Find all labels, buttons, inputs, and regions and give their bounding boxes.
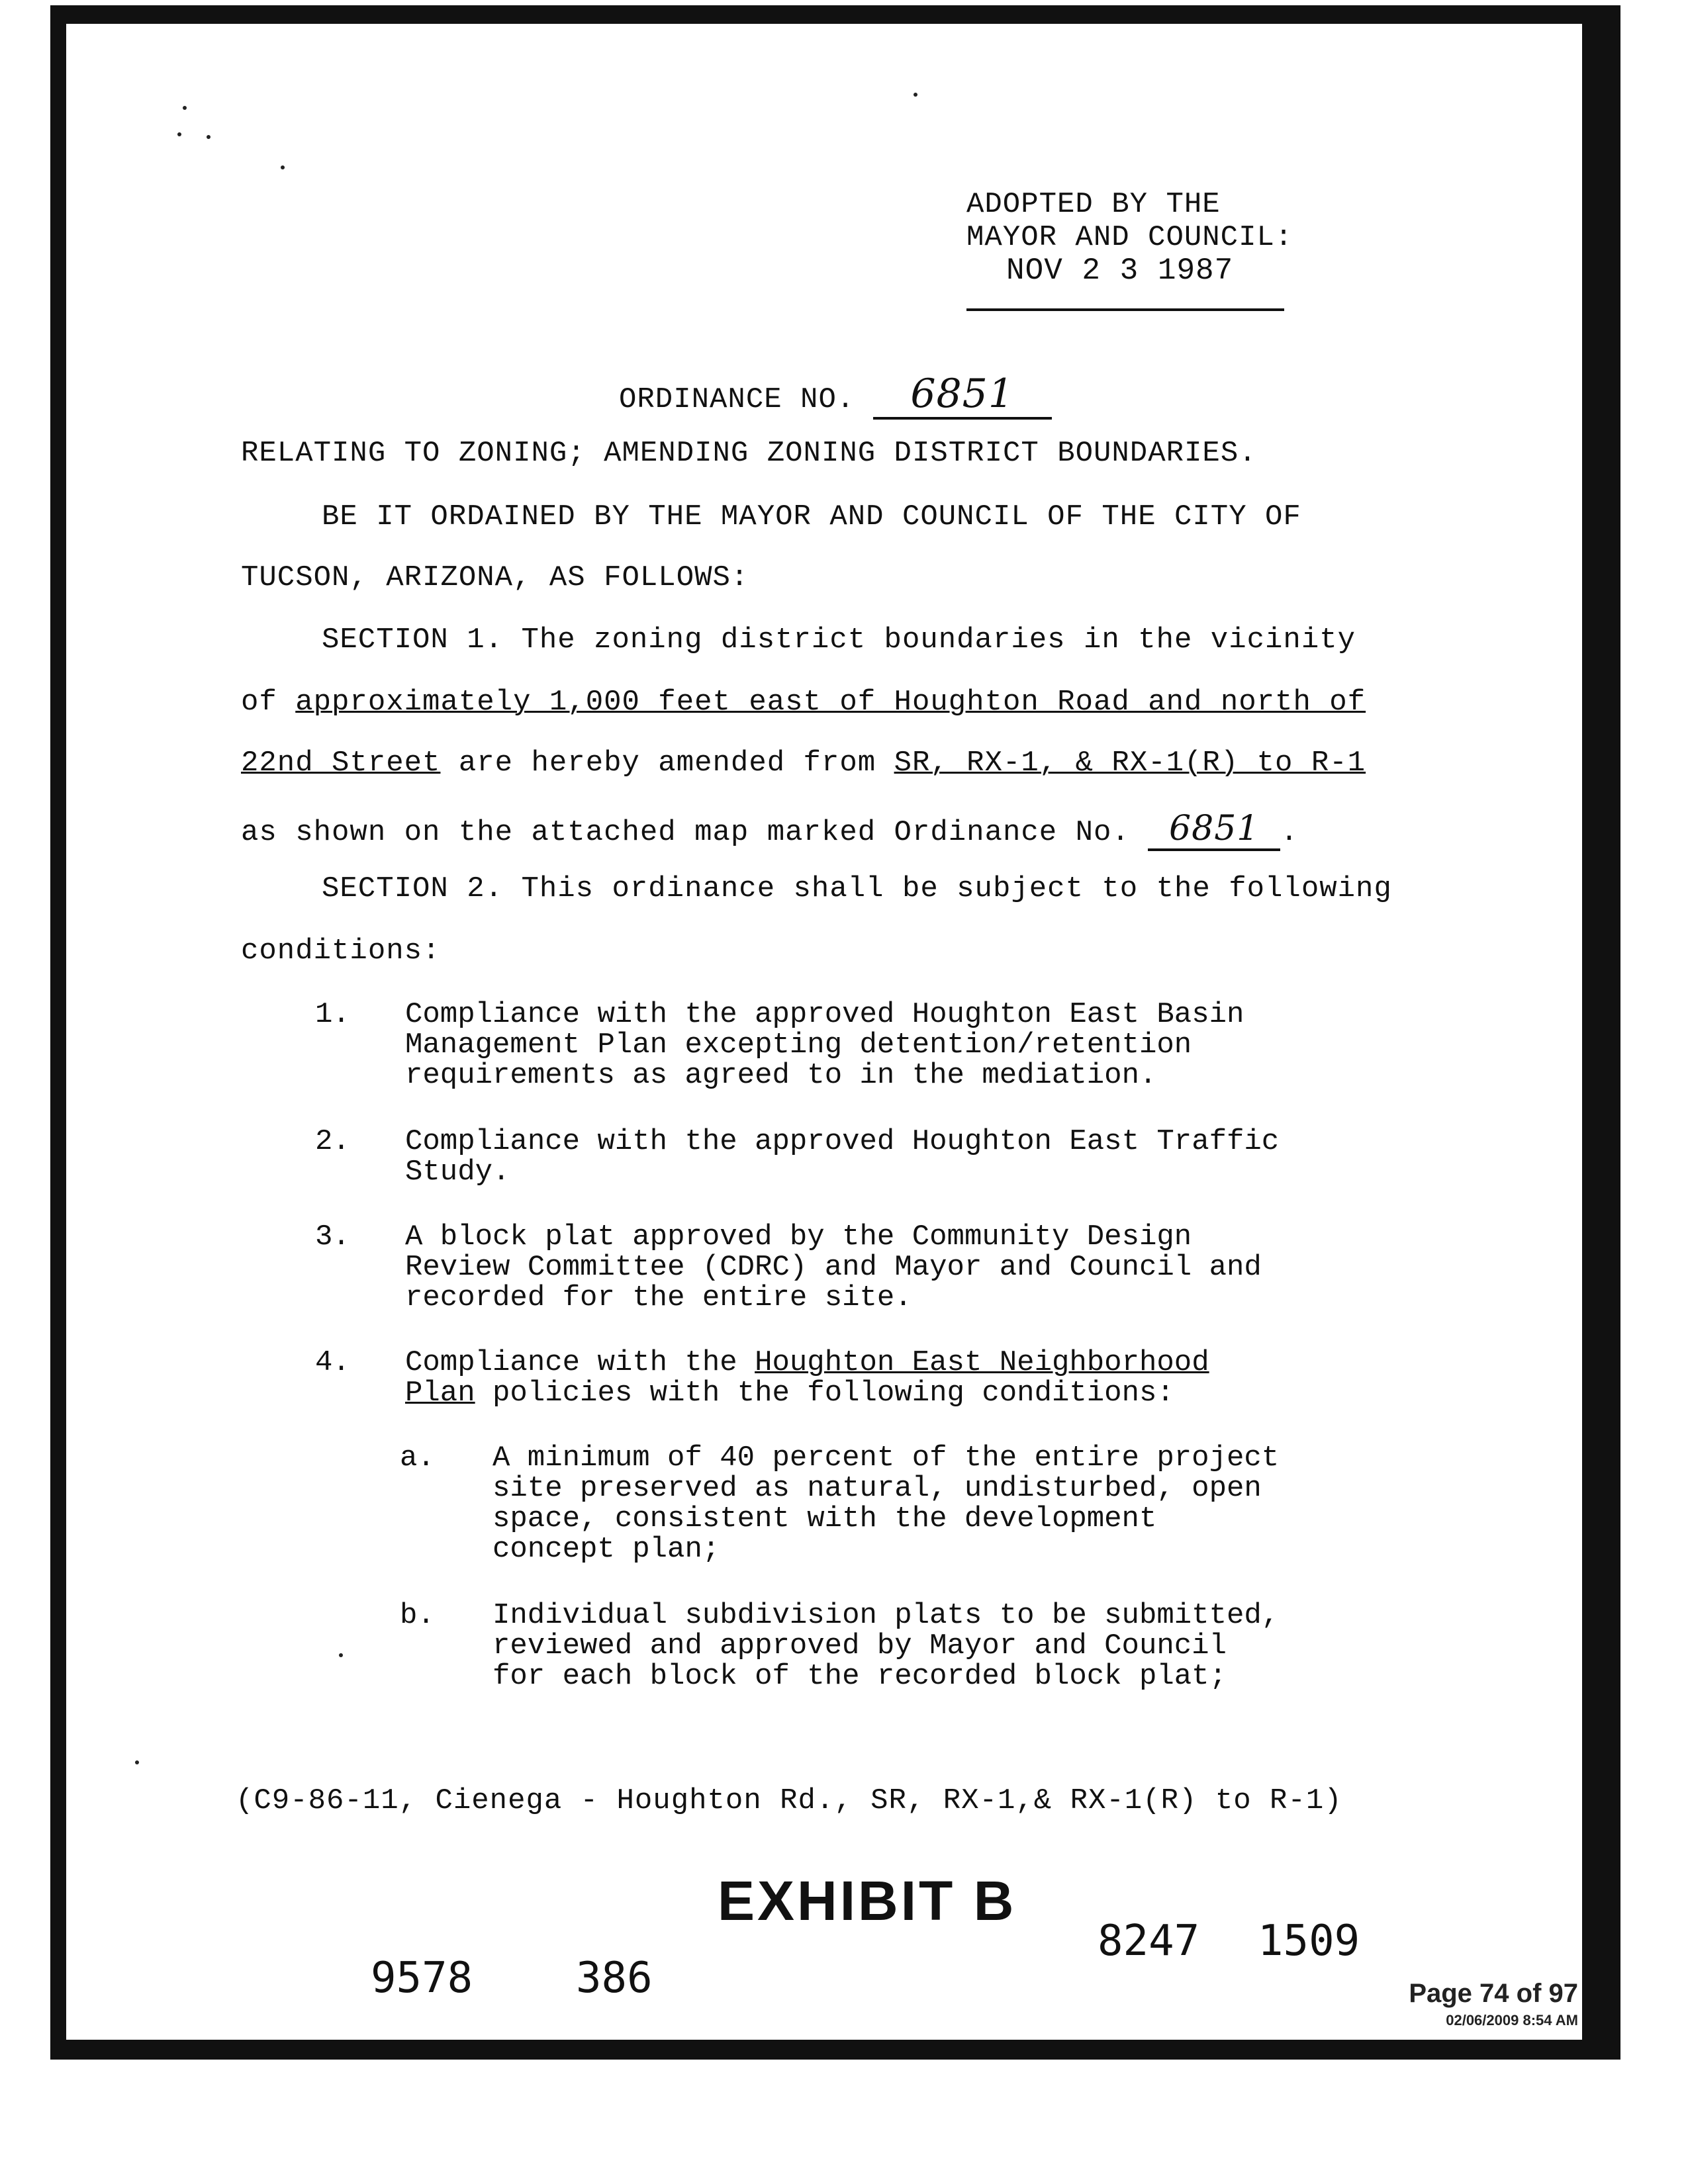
exhibit-label: EXHIBIT B [718,1870,1017,1932]
recording-book-number: 8247 [1098,1917,1200,1966]
sub-condition-line: concept plan; [492,1533,720,1566]
section-1-line-1: SECTION 1. The zoning district boundaries in the vicinity [322,623,1356,657]
condition-number: 2. [315,1125,350,1158]
adoption-line-1: ADOPTED BY THE [966,188,1221,221]
condition-4-prefix: Compliance with the [405,1346,755,1379]
scan-speck [183,106,187,110]
map-ordinance-number: 6851 [1148,809,1280,851]
case-reference: (C9-86-11, Cienega - Houghton Rd., SR, RX-1,& RX-1(R) to R-1) [236,1784,1342,1817]
condition-line: Study. [405,1156,510,1189]
map-reference: as shown on the attached map marked Ordinance No. [241,816,1149,849]
sub-condition-letter: a. [400,1441,435,1475]
condition-text [405,1222,1262,1313]
sub-condition-line: Individual subdivision plats to be submitted, [492,1599,1280,1632]
sub-condition-letter: b. [400,1599,435,1632]
scan-speck [339,1653,343,1657]
scan-speck [177,132,181,136]
condition-number: 4. [315,1346,350,1379]
section-1-line-3 [241,747,1366,780]
amended-from: are hereby amended from [440,747,894,780]
scan-speck [135,1760,139,1764]
section-2-line-1: SECTION 2. This ordinance shall be subject to the following [322,872,1392,905]
page-indicator: Page 74 of 97 [1409,1979,1578,2008]
condition-text [405,1347,1209,1408]
recording-page-number: 1509 [1258,1917,1360,1966]
docket-page-number: 386 [576,1954,653,2003]
ordinance-title: RELATING TO ZONING; AMENDING ZONING DISTRICT BOUNDARIES. [241,437,1257,470]
sub-condition-line: reviewed and approved by Mayor and Council [492,1629,1227,1662]
condition-text [405,1126,1279,1187]
plan-word: Plan [405,1377,475,1410]
condition-text [405,999,1244,1091]
preamble-line-2: TUCSON, ARIZONA, AS FOLLOWS: [241,561,749,594]
adoption-underline [966,308,1284,311]
section-1-line-4 [241,809,1299,851]
site-location: approximately 1,000 feet east of Houghton Road and north of [295,686,1366,719]
adoption-stamp [966,188,1293,287]
scan-speck [914,93,917,97]
preamble-line-1: BE IT ORDAINED BY THE MAYOR AND COUNCIL OF THE CITY OF [322,500,1301,533]
scan-speck [281,165,285,169]
zoning-change: SR, RX-1, & RX-1(R) to R-1 [894,747,1366,780]
print-timestamp: 02/06/2009 8:54 AM [1446,2012,1578,2028]
condition-4-suffix: policies with the following conditions: [475,1377,1174,1410]
sub-condition-line: A minimum of 40 percent of the entire project [492,1441,1280,1475]
condition-line: recorded for the entire site. [405,1281,912,1314]
section-1-of: of [241,686,296,719]
sub-condition-text [492,1600,1279,1692]
ordinance-number: 6851 [873,371,1052,420]
adoption-line-2: MAYOR AND COUNCIL: [966,221,1293,254]
condition-line: Management Plan excepting detention/retention [405,1028,1192,1062]
ordinance-heading [619,371,1052,420]
condition-line [405,1347,1209,1378]
condition-line: Review Committee (CDRC) and Mayor and Council and [405,1251,1262,1284]
sub-condition-line: for each block of the recorded block plat; [492,1660,1227,1693]
condition-line: Compliance with the approved Houghton East Basin [405,998,1244,1031]
condition-line [405,1378,1209,1408]
condition-number: 1. [315,998,350,1031]
ordinance-label: ORDINANCE NO. [619,383,855,416]
condition-line: Compliance with the approved Houghton East Traffic [405,1125,1280,1158]
map-reference-end: . [1280,816,1299,849]
sub-condition-line: site preserved as natural, undisturbed, open [492,1472,1262,1505]
section-2-line-2: conditions: [241,934,441,968]
street-name: 22nd Street [241,747,441,780]
adoption-date: NOV 2 3 1987 [1006,253,1234,288]
sub-condition-line: space, consistent with the development [492,1502,1157,1535]
condition-line: A block plat approved by the Community Design [405,1220,1192,1253]
neighborhood-plan-name: Houghton East Neighborhood [755,1346,1209,1379]
section-1-line-2 [241,686,1366,719]
docket-number: 9578 [371,1954,473,2003]
sub-condition-text [492,1443,1279,1565]
condition-number: 3. [315,1220,350,1253]
condition-line: requirements as agreed to in the mediation. [405,1059,1157,1092]
scan-speck [207,135,211,139]
